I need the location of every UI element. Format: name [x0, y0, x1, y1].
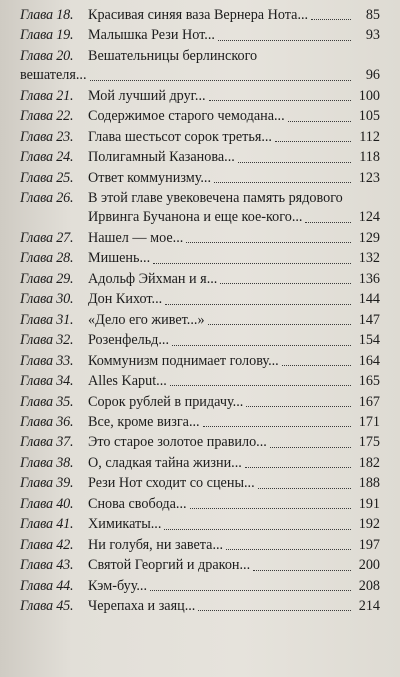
toc-entry: [20, 249, 380, 268]
chapter-title: Рези Нот сходит со сцены...: [88, 475, 255, 492]
chapter-number: Глава 30.: [20, 291, 74, 308]
table-of-contents: [20, 6, 380, 618]
toc-entry: [20, 597, 380, 616]
page-number: 132: [358, 250, 380, 267]
chapter-title: Вешательницы берлинского: [88, 47, 258, 64]
toc-entry: [20, 229, 380, 248]
chapter-title: Глава шестьсот сорок третья...: [88, 128, 272, 145]
toc-entry: [20, 107, 380, 126]
toc-entry: [20, 577, 380, 596]
page-number: 171: [358, 413, 380, 430]
dot-leader: [275, 141, 351, 142]
toc-entry: [20, 311, 380, 330]
toc-entry: [20, 393, 380, 412]
toc-entry: [20, 148, 380, 167]
chapter-title: Это старое золотое правило...: [88, 434, 267, 451]
dot-leader: [311, 19, 351, 20]
dot-leader: [170, 385, 351, 386]
toc-entry: [20, 372, 380, 391]
chapter-title: Черепаха и заяц...: [88, 598, 196, 615]
dot-leader: [226, 549, 351, 550]
chapter-title: Мой лучший друг...: [88, 87, 206, 104]
page-number: 192: [358, 516, 380, 533]
chapter-title: Мишень...: [88, 250, 151, 267]
chapter-number: Глава 22.: [20, 108, 74, 125]
dot-leader: [218, 40, 351, 41]
chapter-number: Глава 31.: [20, 311, 74, 328]
chapter-title: Малышка Рези Нот...: [88, 27, 215, 44]
chapter-title: Святой Георгий и дракон...: [88, 557, 251, 574]
chapter-number: Глава 18.: [20, 7, 74, 23]
toc-entry: [20, 270, 380, 289]
toc-entry: [20, 290, 380, 309]
chapter-number: Глава 42.: [20, 536, 74, 553]
chapter-number: Глава 25.: [20, 169, 74, 186]
chapter-number: Глава 44.: [20, 577, 74, 594]
dot-leader: [245, 467, 351, 468]
chapter-title: Alles Kaput...: [88, 373, 167, 390]
toc-entry: [20, 189, 380, 228]
toc-entry: [20, 495, 380, 514]
chapter-number: Глава 38.: [20, 454, 74, 471]
chapter-title: Снова свобода...: [88, 495, 187, 512]
chapter-number: Глава 36.: [20, 413, 74, 430]
dot-leader: [198, 610, 351, 611]
chapter-title: Красивая синяя ваза Вернера Нота...: [88, 7, 309, 23]
toc-entry: [20, 169, 380, 188]
page-number: 165: [358, 373, 380, 390]
chapter-title: Нашел — мое...: [88, 229, 184, 246]
chapter-number: Глава 20.: [20, 47, 74, 64]
page-number: 136: [358, 270, 380, 287]
dot-leader: [258, 488, 351, 489]
chapter-title: Кэм-буу...: [88, 577, 148, 594]
page-number: 112: [359, 128, 380, 145]
chapter-number: Глава 43.: [20, 557, 74, 574]
dot-leader: [150, 590, 351, 591]
chapter-title: О, сладкая тайна жизни...: [88, 454, 242, 471]
page-number: 182: [358, 454, 380, 471]
toc-entry: [20, 556, 380, 575]
page-number: 85: [365, 7, 380, 23]
dot-leader: [288, 121, 351, 122]
page-number: 129: [358, 229, 380, 246]
toc-entry: [20, 87, 380, 106]
page-number: 105: [358, 108, 380, 125]
chapter-title: Все, кроме визга...: [88, 413, 200, 430]
chapter-title: «Дело его живет...»: [88, 311, 205, 328]
chapter-number: Глава 27.: [20, 229, 74, 246]
chapter-title-continued: вешателя...: [20, 67, 87, 84]
page-number: 191: [358, 495, 380, 512]
toc-entry: [20, 413, 380, 432]
dot-leader: [214, 182, 351, 183]
chapter-number: Глава 26.: [20, 190, 74, 207]
page-number: 214: [358, 598, 380, 615]
chapter-number: Глава 35.: [20, 393, 74, 410]
page-number: 200: [358, 557, 380, 574]
chapter-number: Глава 33.: [20, 352, 74, 369]
toc-entry: [20, 474, 380, 493]
dot-leader: [238, 162, 351, 163]
dot-leader: [253, 570, 351, 571]
dot-leader: [208, 324, 351, 325]
chapter-title: Розенфельд...: [88, 332, 170, 349]
page-number: 154: [358, 332, 380, 349]
page-number: 167: [358, 393, 380, 410]
chapter-number: Глава 40.: [20, 495, 74, 512]
toc-entry: [20, 26, 380, 45]
chapter-title: Адольф Эйхман и я...: [88, 270, 218, 287]
chapter-number: Глава 28.: [20, 250, 74, 267]
toc-entry: [20, 352, 380, 371]
page-number: 93: [365, 27, 380, 44]
page-number: 100: [358, 87, 380, 104]
chapter-number: Глава 45.: [20, 598, 74, 615]
toc-entry: [20, 47, 380, 86]
page-number: 175: [358, 434, 380, 451]
dot-leader: [282, 365, 351, 366]
chapter-title: Полигамный Казанова...: [88, 149, 235, 166]
dot-leader: [90, 80, 351, 81]
dot-leader: [186, 242, 351, 243]
chapter-number: Глава 32.: [20, 332, 74, 349]
page-number: 124: [358, 209, 380, 226]
toc-entry: [20, 331, 380, 350]
toc-entry: [20, 433, 380, 452]
page-number: 188: [358, 475, 380, 492]
chapter-title: В этой главе увековечена память рядового: [88, 190, 343, 207]
chapter-number: Глава 21.: [20, 87, 74, 104]
dot-leader: [209, 100, 351, 101]
chapter-title: Дон Кихот...: [88, 291, 163, 308]
chapter-number: Глава 29.: [20, 270, 74, 287]
page-number: 208: [358, 577, 380, 594]
dot-leader: [203, 426, 351, 427]
chapter-title: Содержимое старого чемодана...: [88, 108, 285, 125]
toc-entry: [20, 536, 380, 555]
page-number: 96: [365, 67, 380, 84]
chapter-number: Глава 23.: [20, 128, 74, 145]
dot-leader: [305, 222, 351, 223]
page-number: 144: [358, 291, 380, 308]
chapter-title: Химикаты...: [88, 516, 162, 533]
page-number: 197: [358, 536, 380, 553]
chapter-number: Глава 41.: [20, 516, 74, 533]
chapter-title-continued: Ирвинга Бучанона и еще кое-кого...: [88, 209, 303, 226]
page-number: 147: [358, 311, 380, 328]
toc-entry: [20, 128, 380, 147]
chapter-title: Ни голубя, ни завета...: [88, 536, 224, 553]
dot-leader: [164, 529, 351, 530]
dot-leader: [153, 263, 351, 264]
dot-leader: [246, 406, 351, 407]
page-number: 164: [358, 352, 380, 369]
toc-entry: [20, 454, 380, 473]
chapter-title: Коммунизм поднимает голову...: [88, 352, 279, 369]
toc-entry: [20, 515, 380, 534]
page-number: 123: [358, 169, 380, 186]
dot-leader: [172, 345, 351, 346]
dot-leader: [190, 508, 351, 509]
chapter-number: Глава 37.: [20, 434, 74, 451]
dot-leader: [165, 304, 351, 305]
toc-entry: [20, 6, 380, 25]
page-number: 118: [359, 149, 380, 166]
chapter-title: Ответ коммунизму...: [88, 169, 212, 186]
chapter-title: Сорок рублей в придачу...: [88, 393, 244, 410]
dot-leader: [270, 447, 351, 448]
chapter-number: Глава 19.: [20, 27, 74, 44]
chapter-number: Глава 24.: [20, 149, 74, 166]
dot-leader: [220, 283, 351, 284]
chapter-number: Глава 34.: [20, 373, 74, 390]
chapter-number: Глава 39.: [20, 475, 74, 492]
